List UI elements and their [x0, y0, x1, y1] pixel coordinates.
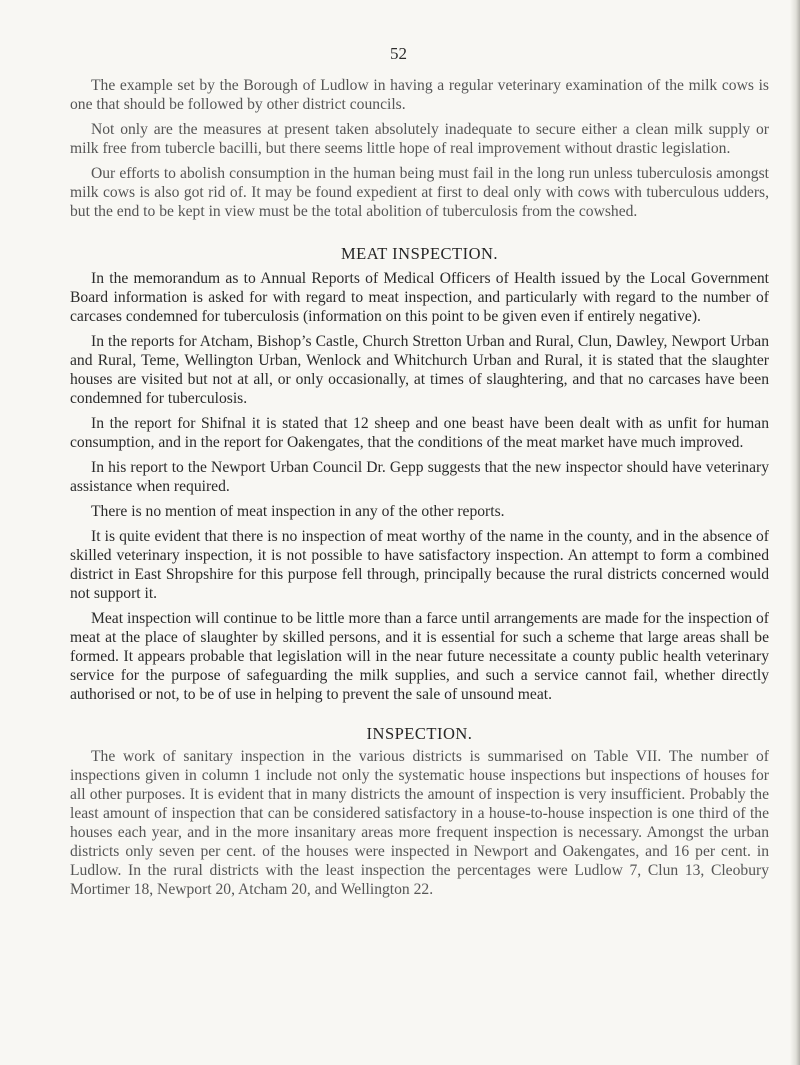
paragraph: There is no mention of meat inspection in any of the other reports.: [91, 503, 505, 520]
paragraph: Meat inspection will continue to be little more than a farce until arrangements are made for the inspection of meat at the place of slaughter by skilled persons, and it is essential for such a scheme that large areas shall be formed. It appears probable that legislation will in the near future necessitate a county public health veterinary service for the purpose of safeguarding the milk supplies, and such a service cannot fail, whether directly authorised or not, to be of use in helping to prevent the sale of unsound meat.: [70, 610, 769, 703]
milk-section: [70, 76, 769, 221]
meat-inspection-section: [70, 269, 769, 704]
paragraph: In the report for Shifnal it is stated that 12 sheep and one beast have been dealt with as unfit for human consumption, and in the report for Oakengates, that the conditions of the meat market have much improved.: [70, 415, 769, 451]
paragraph: In the reports for Atcham, Bishop’s Castle, Church Stretton Urban and Rural, Clun, Dawley, Newport Urban and Rural, Teme, Wellington Urban, Wenlock and Whitchurch Urban and Rural, it is stated that the slaughter houses are visited but not at all, or only occasionally, at times of slaughtering, and that no carcases have been condemned for tuberculosis.: [70, 333, 769, 407]
page-body: [70, 76, 769, 905]
paragraph: In his report to the Newport Urban Council Dr. Gepp suggests that the new inspector should have veterinary assistance when required.: [70, 459, 769, 495]
inspection-section: [70, 747, 769, 899]
inspection-heading: INSPECTION.: [366, 724, 473, 743]
paragraph: Our efforts to abolish consumption in the human being must fail in the long run unless tuberculosis amongst milk cows is also got rid of. It may be found expedient at first to deal only with cows with tuberculous udders, but the end to be kept in view must be the total abolition of tuberculosis from the cowshed.: [70, 165, 769, 220]
paragraph: In the memorandum as to Annual Reports of Medical Officers of Health issued by the Local Government Board information is asked for with regard to meat inspection, and particularly with regard to the number of carcases condemned for tuberculosis (information on this point to be given even if entirely negative).: [70, 270, 769, 325]
page-edge-shadow: [790, 0, 800, 1065]
paragraph: Not only are the measures at present taken absolutely inadequate to secure either a clean milk supply or milk free from tubercle bacilli, but there seems little hope of real improvement without drastic legislation.: [70, 121, 769, 157]
page-number: 52: [390, 44, 407, 63]
meat-inspection-heading: MEAT INSPECTION.: [340, 244, 499, 263]
paragraph: The work of sanitary inspection in the various districts is summarised on Table VII. The number of inspections given in column 1 include not only the systematic house inspections but inspections of houses for all other purposes. It is evident that in many districts the amount of inspection is very insufficient. Probably the least amount of inspection that can be considered satisfactory in a house-to-house inspection is one third of the houses each year, and in the more insanitary areas more frequent inspection is necessary. Amongst the urban districts only seven per cent. of the houses were inspected in Newport and Oakengates, and 16 per cent. in Ludlow. In the rural districts with the least inspection the percentages were Ludlow 7, Clun 13, Cleobury Mortimer 18, Newport 20, Atcham 20, and Wellington 22.: [70, 748, 769, 898]
paragraph: The example set by the Borough of Ludlow in having a regular veterinary examination of the milk cows is one that should be followed by other district councils.: [70, 77, 769, 113]
paragraph: It is quite evident that there is no inspection of meat worthy of the name in the county, and in the absence of skilled veterinary inspection, it is not possible to have satisfactory inspection. An attempt to form a combined district in East Shropshire for this purpose fell through, principally because the rural districts concerned would not support it.: [70, 528, 769, 602]
